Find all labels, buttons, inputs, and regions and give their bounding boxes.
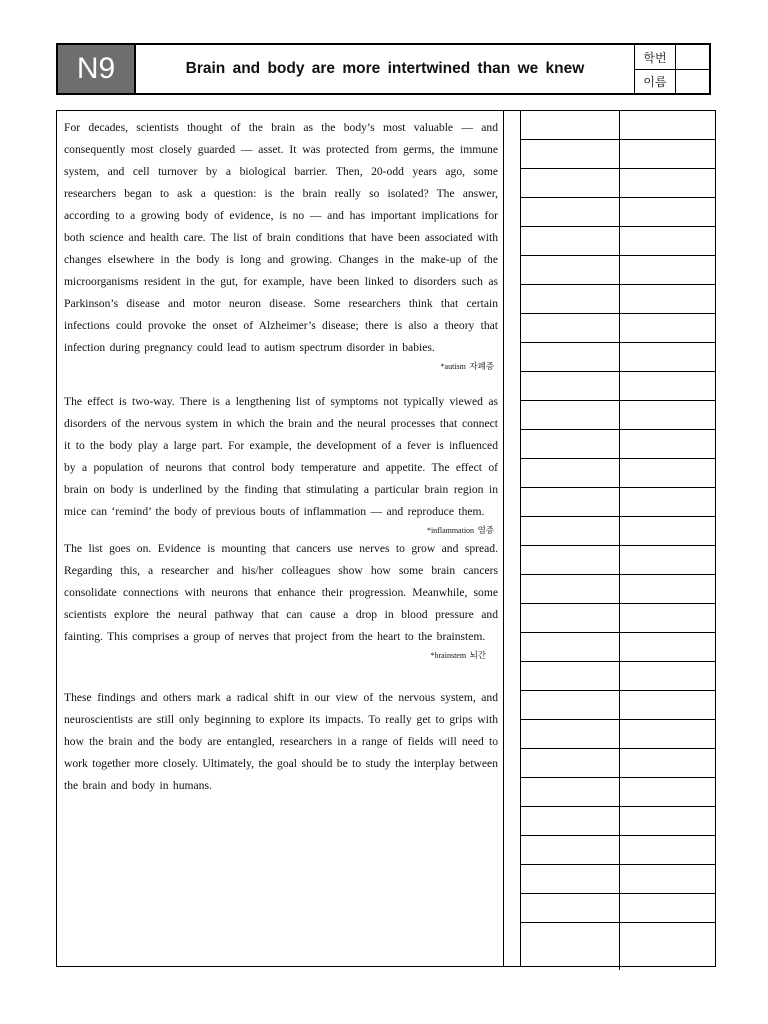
notes-cell-right[interactable]	[620, 401, 715, 429]
notes-grid-row	[521, 227, 715, 256]
notes-cell-right[interactable]	[620, 691, 715, 719]
student-id-label: 학번	[635, 45, 676, 69]
notes-grid-row	[521, 720, 715, 749]
student-id-row	[635, 45, 709, 70]
notes-cell-right[interactable]	[620, 923, 715, 970]
name-row	[635, 69, 709, 93]
footnote-translation: 염증	[477, 526, 494, 536]
notes-cell-left[interactable]	[521, 372, 620, 400]
notes-cell-right[interactable]	[620, 720, 715, 748]
notes-cell-right[interactable]	[620, 836, 715, 864]
notes-grid-row	[521, 633, 715, 662]
footnote-term: *autism	[440, 362, 466, 371]
notes-cell-left[interactable]	[521, 256, 620, 284]
notes-cell-right[interactable]	[620, 604, 715, 632]
notes-cell-left[interactable]	[521, 140, 620, 168]
notes-grid-row	[521, 865, 715, 894]
footnote-inflammation	[64, 524, 494, 538]
notes-cell-left[interactable]	[521, 343, 620, 371]
notes-cell-left[interactable]	[521, 546, 620, 574]
notes-grid-row	[521, 923, 715, 970]
notes-cell-left[interactable]	[521, 488, 620, 516]
notes-cell-left[interactable]	[521, 169, 620, 197]
notes-cell-right[interactable]	[620, 198, 715, 226]
notes-cell-left[interactable]	[521, 894, 620, 922]
paragraph-2: The effect is two-way. There is a lengthening list of symptoms not typically viewed as disorders of the nervous system in which the brain and the neural processes that connect it to the body play a large part. For example, the development of a fever is influenced by a population of neurons that control body temperature and appetite. The effect of brain on body is underlined by the finding that stimulating a particular brain region in mice can ‘remind’ the body of previous bouts of inflammation — and reproduce them.	[64, 395, 498, 518]
footnote-autism	[64, 360, 494, 374]
notes-cell-right[interactable]	[620, 256, 715, 284]
notes-cell-right[interactable]	[620, 140, 715, 168]
notes-grid-row	[521, 140, 715, 169]
notes-grid-row	[521, 546, 715, 575]
notes-grid-row	[521, 604, 715, 633]
notes-cell-left[interactable]	[521, 111, 620, 139]
notes-cell-right[interactable]	[620, 372, 715, 400]
name-field[interactable]	[676, 69, 709, 93]
notes-grid-row	[521, 778, 715, 807]
notes-cell-right[interactable]	[620, 778, 715, 806]
notes-cell-left[interactable]	[521, 633, 620, 661]
notes-cell-left[interactable]	[521, 314, 620, 342]
notes-cell-right[interactable]	[620, 575, 715, 603]
notes-cell-right[interactable]	[620, 894, 715, 922]
paragraph-3: The list goes on. Evidence is mounting that cancers use nerves to grow and spread. Regarding this, a researcher and his/her colleagues show how some brain cancers consolidate connections with neurons that enhance their progression. Meanwhile, some scientists explore the neural pathway that can cause a drop in blood pressure and fainting. This comprises a group of nerves that project from the heart to the brainstem.	[64, 542, 498, 643]
notes-cell-right[interactable]	[620, 285, 715, 313]
notes-grid-row	[521, 662, 715, 691]
notes-cell-left[interactable]	[521, 836, 620, 864]
name-label: 이름	[635, 69, 676, 93]
notes-cell-right[interactable]	[620, 430, 715, 458]
notes-grid-row	[521, 430, 715, 459]
footnote-translation: 자폐증	[469, 362, 494, 372]
notes-grid-row	[521, 575, 715, 604]
notes-cell-left[interactable]	[521, 198, 620, 226]
footnote-translation: 뇌간	[469, 651, 486, 661]
footnote-brainstem	[64, 649, 486, 663]
notes-grid-row	[521, 894, 715, 923]
notes-grid-row	[521, 488, 715, 517]
unit-code-badge: N9	[58, 45, 136, 93]
notes-cell-left[interactable]	[521, 430, 620, 458]
notes-grid-row	[521, 314, 715, 343]
notes-grid-row	[521, 169, 715, 198]
paragraph-4: These findings and others mark a radical shift in our view of the nervous system, and neuroscientists are still only beginning to explore its impacts. To really get to grips with how the brain and the body are entangled, researchers in a range of fields will need to work together more closely. Ultimately, the goal should be to study the interplay between the brain and body in humans.	[64, 691, 498, 792]
notes-grid-row	[521, 401, 715, 430]
notes-cell-right[interactable]	[620, 517, 715, 545]
paragraph-1: For decades, scientists thought of the brain as the body’s most valuable — and consequently most closely guarded — asset. It was protected from germs, the immune system, and cell turnover by a biological barrier. Then, 20-odd years ago, some researchers began to ask a question: is the brain really so isolated? The answer, according to a growing body of evidence, is no — and has important implications for both science and health care. The list of brain conditions that have been associated with changes elsewhere in the body is long and growing. Changes in the make-up of the microorganisms resident in the gut, for example, have been linked to disorders such as Parkinson’s disease and motor neuron disease. Some researchers think that certain infections could provoke the onset of Alzheimer’s disease; there is also a theory that infection during pregnancy could lead to autism spectrum disorder in babies.	[64, 121, 498, 354]
notes-cell-right[interactable]	[620, 169, 715, 197]
footnote-term: *brainstem	[430, 651, 467, 660]
notes-cell-left[interactable]	[521, 459, 620, 487]
page-title: Brain and body are more intertwined than we knew	[136, 45, 635, 93]
notes-cell-right[interactable]	[620, 314, 715, 342]
notes-grid-row	[521, 749, 715, 778]
notes-cell-left[interactable]	[521, 285, 620, 313]
notes-cell-right[interactable]	[620, 633, 715, 661]
notes-grid-row	[521, 256, 715, 285]
student-info-box	[635, 45, 709, 93]
notes-grid-row	[521, 691, 715, 720]
notes-cell-left[interactable]	[521, 662, 620, 690]
notes-cell-right[interactable]	[620, 227, 715, 255]
notes-cell-left[interactable]	[521, 691, 620, 719]
margin-gutter	[504, 110, 520, 967]
notes-cell-right[interactable]	[620, 488, 715, 516]
notes-grid-row	[521, 836, 715, 865]
reading-passage	[56, 110, 504, 967]
notes-cell-right[interactable]	[620, 343, 715, 371]
notes-grid-row	[521, 517, 715, 546]
notes-cell-left[interactable]	[521, 575, 620, 603]
notes-cell-right[interactable]	[620, 459, 715, 487]
notes-cell-left[interactable]	[521, 923, 620, 970]
notes-grid-row	[521, 285, 715, 314]
notes-grid-row	[521, 111, 715, 140]
notes-cell-right[interactable]	[620, 807, 715, 835]
notes-cell-right[interactable]	[620, 111, 715, 139]
notes-grid-row	[521, 198, 715, 227]
passage-text	[64, 117, 498, 797]
notes-grid	[520, 110, 716, 967]
notes-grid-row	[521, 372, 715, 401]
notes-grid-row	[521, 343, 715, 372]
notes-cell-left[interactable]	[521, 227, 620, 255]
notes-cell-right[interactable]	[620, 662, 715, 690]
notes-cell-left[interactable]	[521, 807, 620, 835]
notes-cell-right[interactable]	[620, 546, 715, 574]
notes-cell-left[interactable]	[521, 865, 620, 893]
notes-grid-row	[521, 459, 715, 488]
notes-cell-left[interactable]	[521, 517, 620, 545]
student-id-field[interactable]	[676, 45, 709, 69]
notes-cell-right[interactable]	[620, 865, 715, 893]
notes-cell-left[interactable]	[521, 401, 620, 429]
notes-cell-right[interactable]	[620, 749, 715, 777]
notes-cell-left[interactable]	[521, 778, 620, 806]
notes-cell-left[interactable]	[521, 749, 620, 777]
notes-cell-left[interactable]	[521, 720, 620, 748]
notes-cell-left[interactable]	[521, 604, 620, 632]
notes-grid-row	[521, 807, 715, 836]
worksheet-header	[56, 43, 711, 95]
footnote-term: *inflammation	[426, 526, 475, 535]
